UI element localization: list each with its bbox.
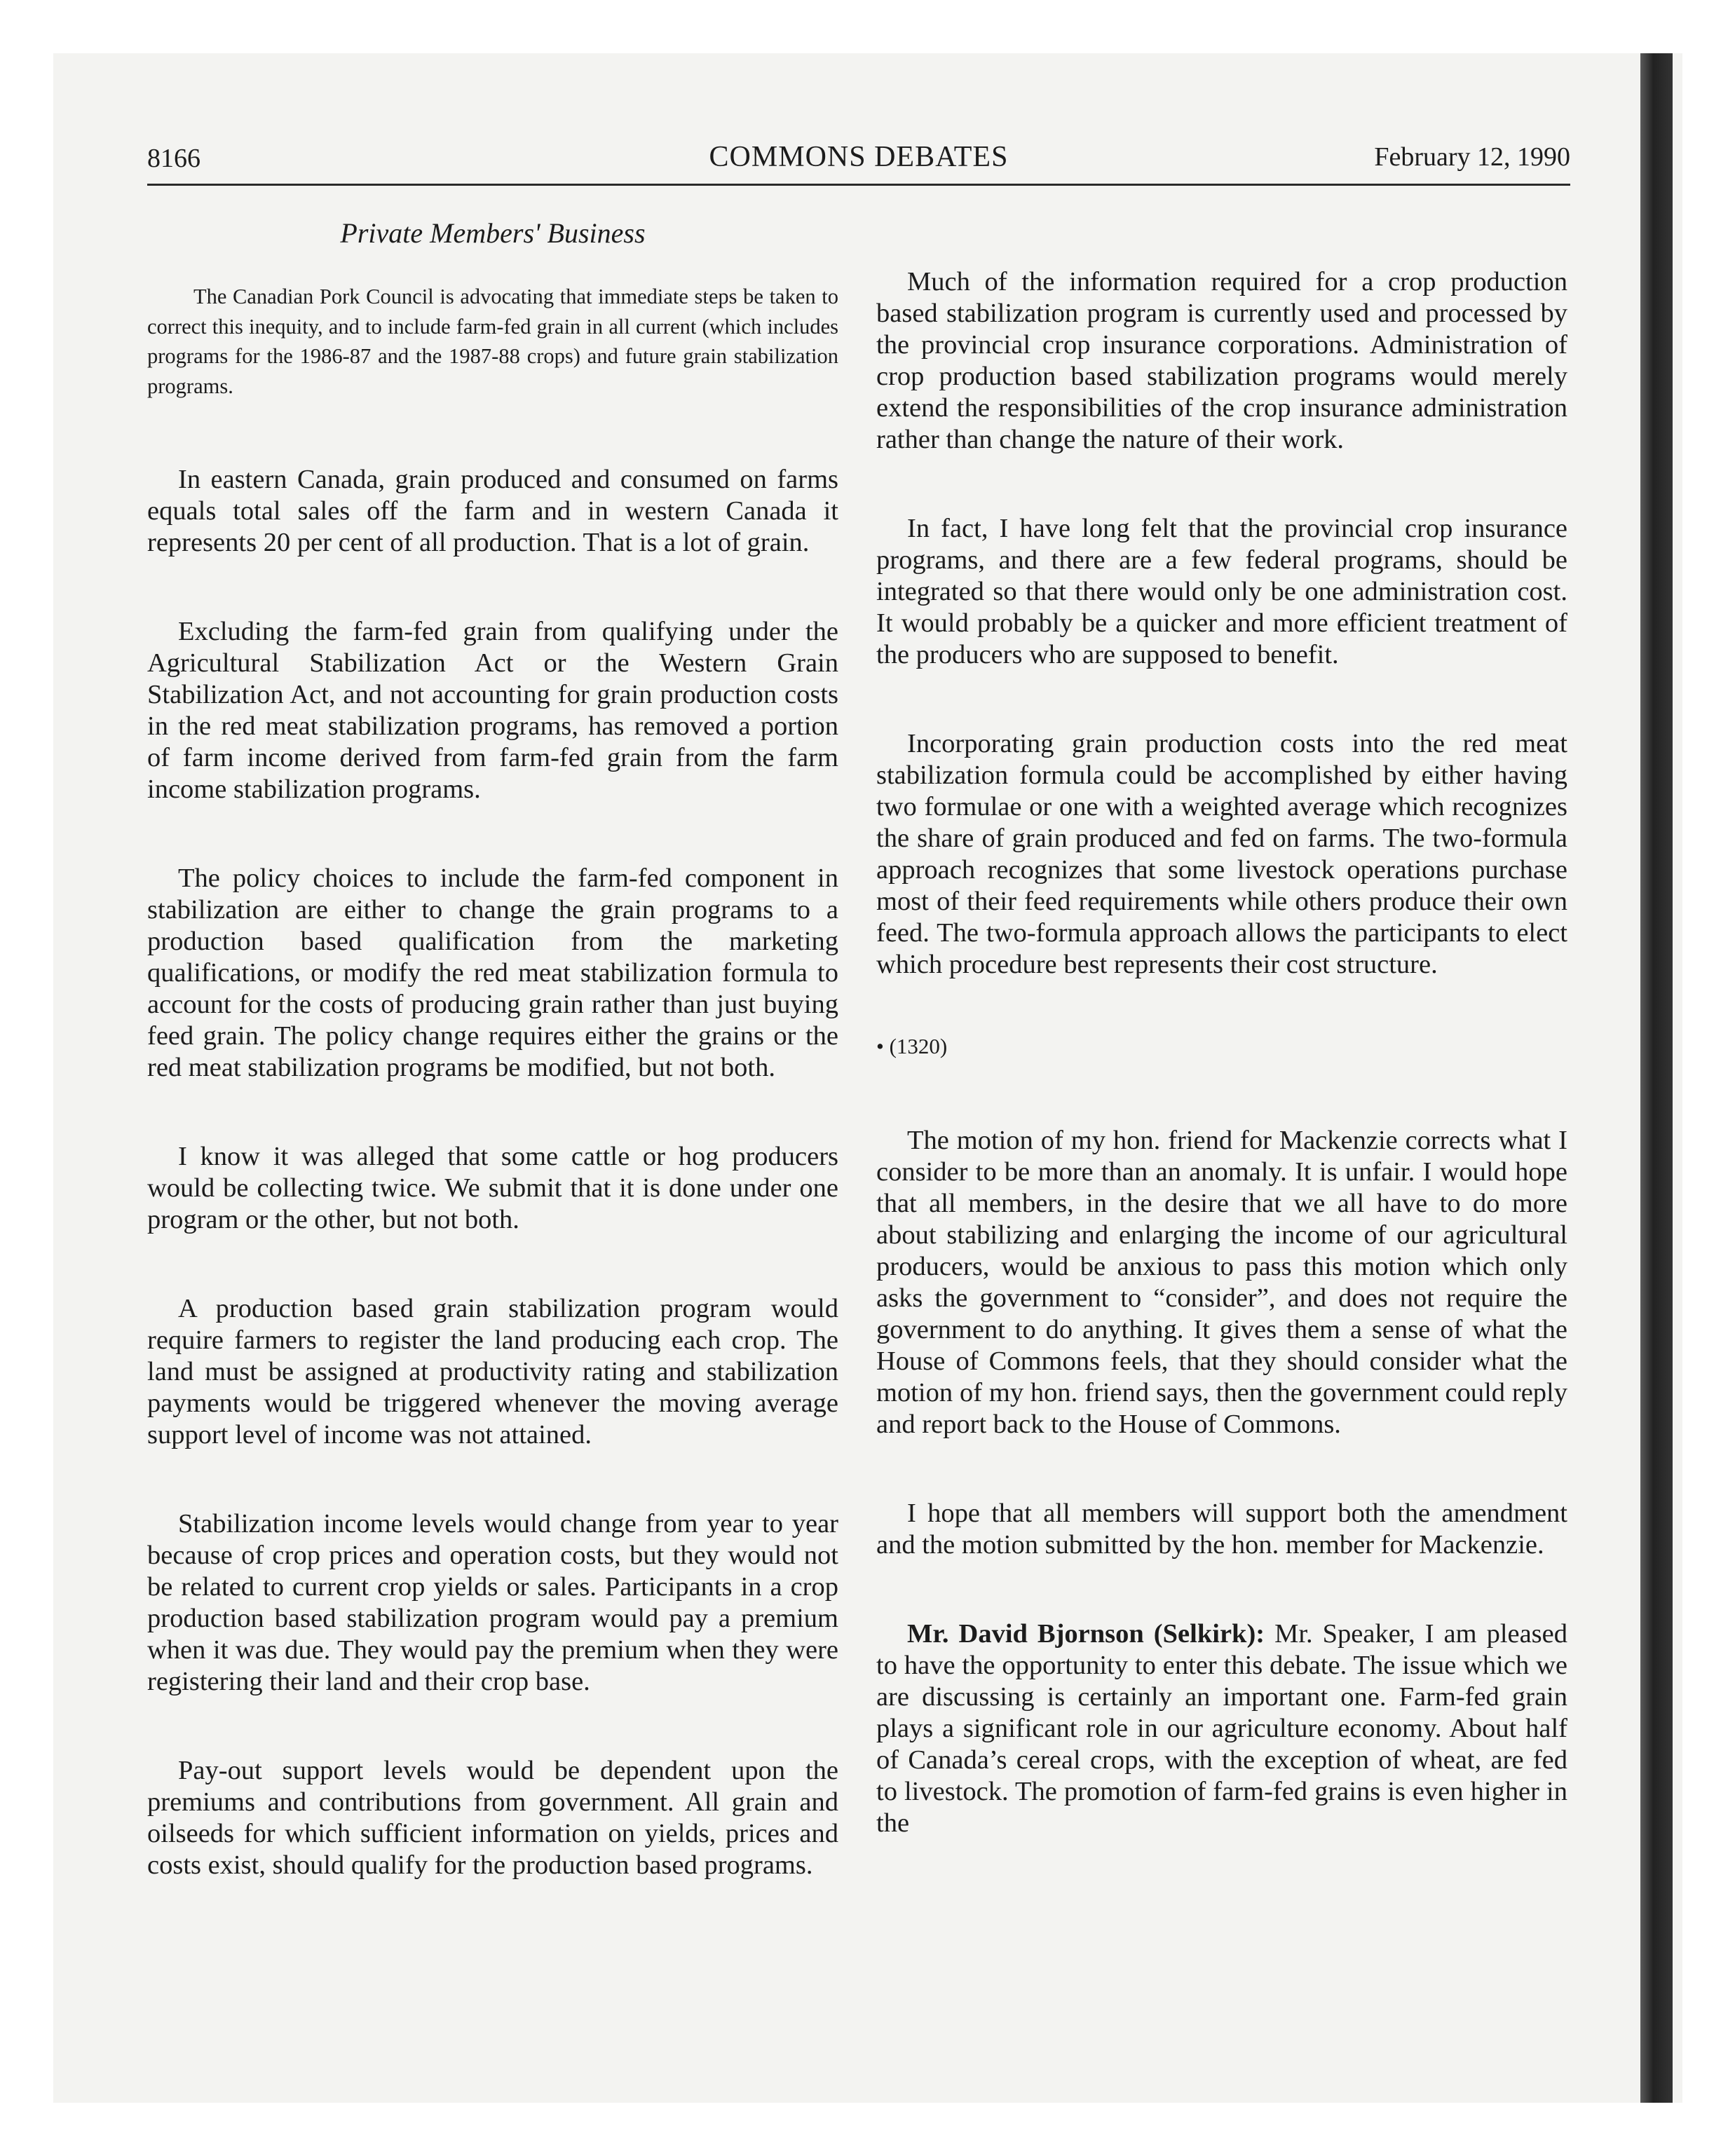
- publication-date: February 12, 1990: [1374, 142, 1570, 172]
- paragraph: The policy choices to include the farm-fed component in stabilization are either to change the grain programs to a production based qualification from the marketing qualifications, or modify the red meat stabilization formula to account for the costs of producing grain rather than just buying feed grain. The policy change requires either the grains or the red meat stabilization programs be modified, but not both.: [147, 864, 838, 1082]
- section-title: Private Members' Business: [340, 217, 646, 249]
- paragraph: Stabilization income levels would change from year to year because of crop prices and operation costs, but they would not be related to current crop yields or sales. Participants in a crop production based stabilization program would pay a premium when it was due. They would pay the premium when they were registering their land and their crop base.: [147, 1509, 838, 1696]
- paragraph: I know it was alleged that some cattle or hog producers would be collecting twice. We submit that it is done under one program or the other, but not both.: [147, 1142, 838, 1234]
- paragraph: The motion of my hon. friend for Mackenzie corrects what I consider to be more than an anomaly. It is unfair. I would hope that all members, in the desire that we all have to do more about stabilizing and enlarging the income of our agricultural producers, would be anxious to pass this motion which only asks the government to “consider”, and does not require the government to do anything. It gives them a sense of what the House of Commons feels, that they should consider what the motion of my hon. friend says, then the government could reply and report back to the House of Commons.: [876, 1126, 1567, 1439]
- speech-paragraph: [876, 1618, 1567, 1839]
- paragraph: A production based grain stabilization program would require farmers to register the land producing each crop. The land must be assigned at productivity rating and stabilization payments would be triggered whenever the moving average support level of income was not attained.: [147, 1294, 838, 1449]
- speech-text: Mr. Speaker, I am pleased to have the opportunity to enter this debate. The issue which we are discussing is certainly an important one. Farm-fed grain plays a significant role in our agriculture economy. About half of Canada’s cereal crops, with the exception of wheat, are fed to livestock. The promotion of farm-fed grains is even higher in the: [876, 1619, 1568, 1838]
- paragraph: In fact, I have long felt that the provincial crop insurance programs, and there are a few federal programs, should be integrated so that there would only be one administration cost. It would probably be a quicker and more efficient treatment of the producers who are supposed to benefit.: [876, 514, 1567, 669]
- quoted-statement: The Canadian Pork Council is advocating that immediate steps be taken to correct this inequity, and to include farm-fed grain in all current (which includes programs for the 1986-87 and the 1987-88 crops) and future grain stabilization programs.: [147, 285, 838, 398]
- paragraph: I hope that all members will support both the amendment and the motion submitted by the hon. member for Mackenzie.: [876, 1499, 1567, 1560]
- speaker-name: Mr. David Bjornson (Selkirk):: [907, 1619, 1265, 1649]
- paragraph: Pay-out support levels would be dependent upon the premiums and contributions from government. All grain and oilseeds for which sufficient information on yields, prices and costs exist, should qualify for the production based programs.: [147, 1756, 838, 1880]
- right-column: [876, 216, 1567, 1897]
- page-number: 8166: [147, 144, 200, 173]
- header-rule: [147, 184, 1570, 186]
- paragraph: In eastern Canada, grain produced and consumed on farms equals total sales off the farm and in western Canada it represents 20 per cent of all production. That is a lot of grain.: [147, 465, 838, 557]
- left-column: [147, 216, 838, 1939]
- time-marker: • (1320): [876, 1034, 948, 1058]
- paragraph: Incorporating grain production costs into the red meat stabilization formula could be accomplished by either having two formulae or one with a weighted average which recognizes the share of grain produced and fed on farms. The two-formula approach recognizes that some livestock operations purchase most of their feed requirements while others produce their own feed. The two-formula approach allows the participants to elect which procedure best represents their cost structure.: [876, 729, 1567, 979]
- page-header: [147, 137, 1570, 179]
- paragraph: Excluding the farm-fed grain from qualifying under the Agricultural Stabilization Act or the Western Grain Stabilization Act, and not accounting for grain production costs in the red meat stabilization programs, has removed a portion of farm income derived from farm-fed grain from the farm income stabilization programs.: [147, 617, 838, 804]
- scan-edge-shadow: [1640, 53, 1673, 2103]
- paragraph: Much of the information required for a crop production based stabilization program is currently used and processed by the provincial crop insurance corporations. Administration of crop production based stabilization programs would merely extend the responsibilities of the crop insurance administration rather than change the nature of their work.: [876, 267, 1567, 454]
- publication-title: COMMONS DEBATES: [709, 141, 1009, 173]
